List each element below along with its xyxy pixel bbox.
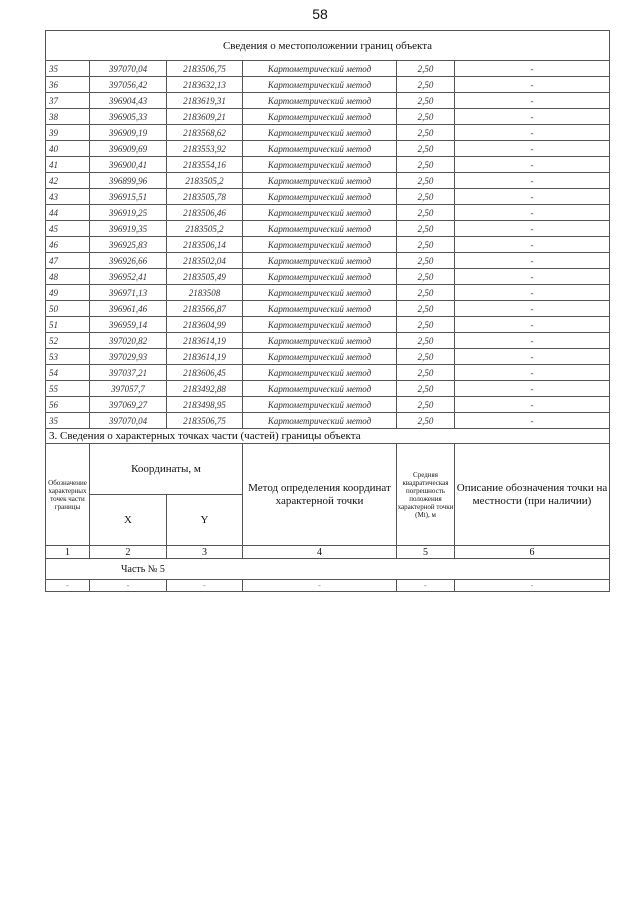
point-number-cell: 55 bbox=[46, 381, 90, 397]
point-number-cell: 49 bbox=[46, 285, 90, 301]
table-row bbox=[46, 237, 610, 253]
method-cell: Картометрический метод bbox=[243, 93, 397, 109]
table-row bbox=[46, 189, 610, 205]
x-coordinate-cell: 397069,27 bbox=[90, 397, 167, 413]
table-row bbox=[46, 349, 610, 365]
description-cell: - bbox=[455, 349, 610, 365]
accuracy-cell: 2,50 bbox=[397, 237, 455, 253]
method-cell: Картометрический метод bbox=[243, 397, 397, 413]
y-coordinate-cell: 2183505,2 bbox=[167, 173, 243, 189]
accuracy-cell: 2,50 bbox=[397, 381, 455, 397]
header-description: Описание обозначения точки на местности (при наличии) bbox=[455, 444, 610, 546]
description-cell: - bbox=[455, 301, 610, 317]
section-3-title: 3. Сведения о характерных точках части (частей) границы объекта bbox=[46, 429, 610, 444]
table-row bbox=[46, 413, 610, 429]
y-coordinate-cell: 2183506,75 bbox=[167, 413, 243, 429]
y-coordinate-cell: 2183632,13 bbox=[167, 77, 243, 93]
description-cell: - bbox=[455, 285, 610, 301]
y-coordinate-cell: 2183553,92 bbox=[167, 141, 243, 157]
column-number: 5 bbox=[397, 546, 455, 559]
point-number-cell: 43 bbox=[46, 189, 90, 205]
y-coordinate-cell: 2183505,78 bbox=[167, 189, 243, 205]
accuracy-cell: 2,50 bbox=[397, 269, 455, 285]
x-coordinate-cell: 396909,69 bbox=[90, 141, 167, 157]
accuracy-cell: 2,50 bbox=[397, 333, 455, 349]
x-coordinate-cell: 396919,35 bbox=[90, 221, 167, 237]
y-coordinate-cell: 2183614,19 bbox=[167, 333, 243, 349]
y-coordinate-cell: 2183604,99 bbox=[167, 317, 243, 333]
table-row bbox=[46, 397, 610, 413]
table-row bbox=[46, 61, 610, 77]
description-cell: - bbox=[455, 221, 610, 237]
table-row bbox=[46, 333, 610, 349]
column-number: 1 bbox=[46, 546, 90, 559]
accuracy-cell: 2,50 bbox=[397, 317, 455, 333]
accuracy-cell: 2,50 bbox=[397, 413, 455, 429]
description-cell: - bbox=[455, 141, 610, 157]
accuracy-cell: 2,50 bbox=[397, 205, 455, 221]
header-y: Y bbox=[167, 495, 243, 546]
table-row bbox=[46, 93, 610, 109]
method-cell: Картометрический метод bbox=[243, 109, 397, 125]
x-coordinate-cell: 396971,13 bbox=[90, 285, 167, 301]
description-cell: - bbox=[455, 317, 610, 333]
accuracy-cell: 2,50 bbox=[397, 93, 455, 109]
point-number-cell: 35 bbox=[46, 413, 90, 429]
empty-cell: - bbox=[90, 580, 167, 592]
table-row bbox=[46, 301, 610, 317]
method-cell: Картометрический метод bbox=[243, 285, 397, 301]
point-number-cell: 56 bbox=[46, 397, 90, 413]
y-coordinate-cell: 2183554,16 bbox=[167, 157, 243, 173]
method-cell: Картометрический метод bbox=[243, 333, 397, 349]
method-cell: Картометрический метод bbox=[243, 125, 397, 141]
table-row bbox=[46, 157, 610, 173]
y-coordinate-cell: 2183614,19 bbox=[167, 349, 243, 365]
method-cell: Картометрический метод bbox=[243, 221, 397, 237]
y-coordinate-cell: 2183619,31 bbox=[167, 93, 243, 109]
description-cell: - bbox=[455, 253, 610, 269]
method-cell: Картометрический метод bbox=[243, 157, 397, 173]
column-number: 4 bbox=[243, 546, 397, 559]
x-coordinate-cell: 397057,7 bbox=[90, 381, 167, 397]
x-coordinate-cell: 396899,96 bbox=[90, 173, 167, 189]
table-row bbox=[46, 285, 610, 301]
column-number: 3 bbox=[167, 546, 243, 559]
y-coordinate-cell: 2183506,75 bbox=[167, 61, 243, 77]
table-row bbox=[46, 205, 610, 221]
x-coordinate-cell: 396961,46 bbox=[90, 301, 167, 317]
description-cell: - bbox=[455, 157, 610, 173]
method-cell: Картометрический метод bbox=[243, 253, 397, 269]
point-number-cell: 50 bbox=[46, 301, 90, 317]
y-coordinate-cell: 2183609,21 bbox=[167, 109, 243, 125]
y-coordinate-cell: 2183506,14 bbox=[167, 237, 243, 253]
accuracy-cell: 2,50 bbox=[397, 253, 455, 269]
empty-cell: - bbox=[397, 580, 455, 592]
x-coordinate-cell: 396915,51 bbox=[90, 189, 167, 205]
description-cell: - bbox=[455, 125, 610, 141]
part-label: Часть № 5 bbox=[46, 559, 610, 580]
x-coordinate-cell: 397056,42 bbox=[90, 77, 167, 93]
accuracy-cell: 2,50 bbox=[397, 365, 455, 381]
method-cell: Картометрический метод bbox=[243, 317, 397, 333]
method-cell: Картометрический метод bbox=[243, 61, 397, 77]
accuracy-cell: 2,50 bbox=[397, 349, 455, 365]
header-coordinates: Координаты, м bbox=[90, 444, 243, 495]
table-row bbox=[46, 109, 610, 125]
x-coordinate-cell: 396925,83 bbox=[90, 237, 167, 253]
table-row bbox=[46, 253, 610, 269]
point-number-cell: 35 bbox=[46, 61, 90, 77]
header-x: X bbox=[90, 495, 167, 546]
accuracy-cell: 2,50 bbox=[397, 109, 455, 125]
method-cell: Картометрический метод bbox=[243, 381, 397, 397]
method-cell: Картометрический метод bbox=[243, 205, 397, 221]
y-coordinate-cell: 2183506,46 bbox=[167, 205, 243, 221]
table-row bbox=[46, 125, 610, 141]
x-coordinate-cell: 396919,25 bbox=[90, 205, 167, 221]
y-coordinate-cell: 2183566,87 bbox=[167, 301, 243, 317]
accuracy-cell: 2,50 bbox=[397, 189, 455, 205]
x-coordinate-cell: 397029,93 bbox=[90, 349, 167, 365]
table-row bbox=[46, 269, 610, 285]
point-number-cell: 42 bbox=[46, 173, 90, 189]
x-coordinate-cell: 397037,21 bbox=[90, 365, 167, 381]
x-coordinate-cell: 396926,66 bbox=[90, 253, 167, 269]
accuracy-cell: 2,50 bbox=[397, 173, 455, 189]
description-cell: - bbox=[455, 381, 610, 397]
point-number-cell: 52 bbox=[46, 333, 90, 349]
method-cell: Картометрический метод bbox=[243, 237, 397, 253]
point-number-cell: 48 bbox=[46, 269, 90, 285]
description-cell: - bbox=[455, 173, 610, 189]
column-number: 6 bbox=[455, 546, 610, 559]
table-title: Сведения о местоположении границ объекта bbox=[46, 31, 610, 61]
accuracy-cell: 2,50 bbox=[397, 77, 455, 93]
method-cell: Картометрический метод bbox=[243, 189, 397, 205]
point-number-cell: 40 bbox=[46, 141, 90, 157]
method-cell: Картометрический метод bbox=[243, 301, 397, 317]
description-cell: - bbox=[455, 61, 610, 77]
method-cell: Картометрический метод bbox=[243, 141, 397, 157]
empty-cell: - bbox=[243, 580, 397, 592]
accuracy-cell: 2,50 bbox=[397, 397, 455, 413]
point-number-cell: 54 bbox=[46, 365, 90, 381]
point-number-cell: 41 bbox=[46, 157, 90, 173]
description-cell: - bbox=[455, 365, 610, 381]
table-row bbox=[46, 317, 610, 333]
accuracy-cell: 2,50 bbox=[397, 301, 455, 317]
header-point: Обозначение характерных точек части границы bbox=[46, 444, 90, 546]
method-cell: Картометрический метод bbox=[243, 173, 397, 189]
x-coordinate-cell: 397020,82 bbox=[90, 333, 167, 349]
table-row bbox=[46, 381, 610, 397]
x-coordinate-cell: 396900,41 bbox=[90, 157, 167, 173]
header-method: Метод определения координат характерной точки bbox=[243, 444, 397, 546]
y-coordinate-cell: 2183606,45 bbox=[167, 365, 243, 381]
point-number-cell: 53 bbox=[46, 349, 90, 365]
table-row bbox=[46, 141, 610, 157]
description-cell: - bbox=[455, 397, 610, 413]
point-number-cell: 47 bbox=[46, 253, 90, 269]
description-cell: - bbox=[455, 77, 610, 93]
table-row bbox=[46, 365, 610, 381]
y-coordinate-cell: 2183505,49 bbox=[167, 269, 243, 285]
method-cell: Картометрический метод bbox=[243, 349, 397, 365]
empty-cell: - bbox=[167, 580, 243, 592]
empty-cell: - bbox=[46, 580, 90, 592]
table-row bbox=[46, 173, 610, 189]
accuracy-cell: 2,50 bbox=[397, 61, 455, 77]
point-number-cell: 51 bbox=[46, 317, 90, 333]
method-cell: Картометрический метод bbox=[243, 365, 397, 381]
boundary-table bbox=[45, 30, 610, 592]
point-number-cell: 44 bbox=[46, 205, 90, 221]
x-coordinate-cell: 396904,43 bbox=[90, 93, 167, 109]
x-coordinate-cell: 397070,04 bbox=[90, 61, 167, 77]
description-cell: - bbox=[455, 109, 610, 125]
x-coordinate-cell: 397070,04 bbox=[90, 413, 167, 429]
description-cell: - bbox=[455, 205, 610, 221]
table-row bbox=[46, 221, 610, 237]
point-number-cell: 46 bbox=[46, 237, 90, 253]
description-cell: - bbox=[455, 237, 610, 253]
description-cell: - bbox=[455, 269, 610, 285]
y-coordinate-cell: 2183508 bbox=[167, 285, 243, 301]
y-coordinate-cell: 2183498,95 bbox=[167, 397, 243, 413]
column-number: 2 bbox=[90, 546, 167, 559]
x-coordinate-cell: 396909,19 bbox=[90, 125, 167, 141]
y-coordinate-cell: 2183492,88 bbox=[167, 381, 243, 397]
description-cell: - bbox=[455, 413, 610, 429]
x-coordinate-cell: 396952,41 bbox=[90, 269, 167, 285]
description-cell: - bbox=[455, 93, 610, 109]
y-coordinate-cell: 2183502,04 bbox=[167, 253, 243, 269]
method-cell: Картометрический метод bbox=[243, 77, 397, 93]
point-number-cell: 45 bbox=[46, 221, 90, 237]
y-coordinate-cell: 2183568,62 bbox=[167, 125, 243, 141]
description-cell: - bbox=[455, 333, 610, 349]
x-coordinate-cell: 396905,33 bbox=[90, 109, 167, 125]
method-cell: Картометрический метод bbox=[243, 413, 397, 429]
empty-cell: - bbox=[455, 580, 610, 592]
point-number-cell: 36 bbox=[46, 77, 90, 93]
method-cell: Картометрический метод bbox=[243, 269, 397, 285]
description-cell: - bbox=[455, 189, 610, 205]
accuracy-cell: 2,50 bbox=[397, 125, 455, 141]
accuracy-cell: 2,50 bbox=[397, 141, 455, 157]
point-number-cell: 39 bbox=[46, 125, 90, 141]
y-coordinate-cell: 2183505,2 bbox=[167, 221, 243, 237]
point-number-cell: 37 bbox=[46, 93, 90, 109]
page-number: 58 bbox=[312, 6, 328, 22]
header-accuracy: Средняя квадратическая погрешность положения характерной точки (Mt), м bbox=[397, 444, 455, 546]
x-coordinate-cell: 396959,14 bbox=[90, 317, 167, 333]
table-row bbox=[46, 77, 610, 93]
accuracy-cell: 2,50 bbox=[397, 221, 455, 237]
accuracy-cell: 2,50 bbox=[397, 157, 455, 173]
accuracy-cell: 2,50 bbox=[397, 285, 455, 301]
point-number-cell: 38 bbox=[46, 109, 90, 125]
